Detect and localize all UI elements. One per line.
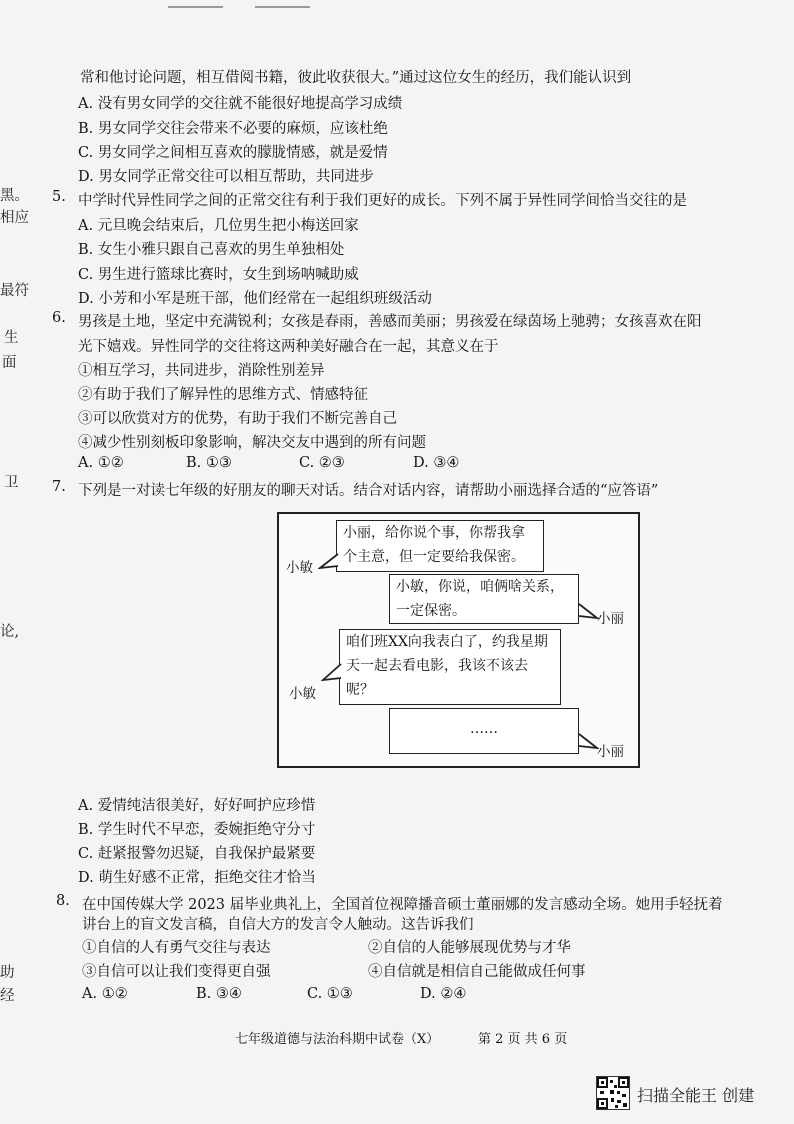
margin-text: 相应 [0, 210, 29, 226]
margin-text: 卫 [4, 475, 19, 491]
q8-stem-line2: 讲台上的盲文发言稿，自信大方的发言令人触动。这告诉我们 [82, 917, 474, 933]
margin-text: 助 [0, 965, 15, 981]
bubble-tail [577, 732, 599, 752]
chat-bubble-2: 小敏，你说，咱俩啥关系，一定保密。 [389, 574, 579, 624]
q8-choice-b: B. ③④ [196, 986, 242, 1002]
margin-text: 论, [0, 624, 20, 640]
q6-item-3: ③可以欣赏对方的优势，有助于我们不断完善自己 [78, 411, 397, 427]
chat-bubble-1: 小丽，给你说个事，你帮我拿个主意，但一定要给我保密。 [336, 520, 544, 572]
speaker-label: 小敏 [286, 560, 313, 576]
q4-option-d: D. 男女同学正常交往可以相互帮助，共同进步 [78, 169, 374, 185]
scan-mark [168, 6, 223, 8]
q8-item-1: ①自信的人有勇气交往与表达 [82, 940, 271, 956]
q4-option-b: B. 男女同学交往会带来不必要的麻烦，应该杜绝 [78, 121, 388, 137]
q8-number: 8. [56, 893, 70, 909]
q6-choice-a: A. ①② [78, 455, 124, 471]
q6-item-1: ①相互学习，共同进步，消除性别差异 [78, 363, 325, 379]
margin-text: 经 [0, 988, 15, 1004]
qr-code-icon [596, 1076, 630, 1110]
q8-stem-line1: 在中国传媒大学 2023 届毕业典礼上，全国首位视障播音硕士董丽娜的发言感动全场。她用手轻抚着 [82, 897, 723, 913]
q6-choice-b: B. ①③ [186, 455, 232, 471]
q4-option-a: A. 没有男女同学的交往就不能很好地提高学习成绩 [78, 96, 403, 112]
scanner-watermark: 扫描全能王 创建 [637, 1086, 755, 1105]
q6-item-2: ②有助于我们了解异性的思维方式、情感特征 [78, 387, 368, 403]
q6-item-4: ④减少性别刻板印象影响，解决交友中遇到的所有问题 [78, 435, 426, 451]
margin-text: 面 [2, 355, 17, 371]
q6-choice-d: D. ③④ [413, 455, 460, 471]
q6-choice-c: C. ②③ [299, 455, 345, 471]
q6-stem-line2: 光下嬉戏。异性同学的交往将这两种美好融合在一起，其意义在于 [78, 339, 499, 355]
q7-option-c: C. 赶紧报警勿迟疑，自我保护最紧要 [78, 846, 316, 862]
q5-option-c: C. 男生进行篮球比赛时，女生到场呐喊助威 [78, 267, 359, 283]
q4-stem-tail: 常和他讨论问题，相互借阅书籍，彼此收获很大。”通过这位女生的经历，我们能认识到 [80, 70, 632, 86]
bubble-tail [318, 552, 340, 572]
bubble-tail [321, 662, 343, 684]
speaker-label: 小丽 [597, 744, 624, 760]
footer-exam-title: 七年级道德与法治科期中试卷（X） [235, 1032, 440, 1047]
q8-choice-d: D. ②④ [420, 986, 467, 1002]
q8-item-2: ②自信的人能够展现优势与才华 [368, 940, 571, 956]
q6-stem-line1: 男孩是土地，坚定中充满锐利；女孩是春雨，善感而美丽；男孩爱在绿茵场上驰骋；女孩喜欢在阳 [78, 314, 702, 330]
q5-option-a: A. 元旦晚会结束后，几位男生把小梅送回家 [78, 218, 359, 234]
q8-item-3: ③自信可以让我们变得更自强 [82, 964, 271, 980]
chat-bubble-4: …… [389, 708, 579, 754]
bubble-tail [577, 602, 599, 622]
speaker-label: 小敏 [289, 686, 316, 702]
q8-choice-c: C. ①③ [307, 986, 353, 1002]
chat-bubble-3: 咱们班XX向我表白了，约我星期天一起去看电影，我该不该去呢？ [339, 629, 561, 705]
margin-text: 最符 [0, 283, 29, 299]
q5-option-b: B. 女生小雅只跟自己喜欢的男生单独相处 [78, 242, 345, 258]
q5-option-d: D. 小芳和小军是班干部，他们经常在一起组织班级活动 [78, 291, 432, 307]
q7-option-b: B. 学生时代不早恋，委婉拒绝守分寸 [78, 822, 316, 838]
footer-page-number: 第 2 页 共 6 页 [478, 1032, 568, 1047]
q7-option-d: D. 萌生好感不正常，拒绝交往才恰当 [78, 870, 316, 886]
q5-stem: 中学时代异性同学之间的正常交往有利于我们更好的成长。下列不属于异性同学间恰当交往的是 [78, 193, 687, 209]
q8-choice-a: A. ①② [82, 986, 128, 1002]
speaker-label: 小丽 [597, 611, 624, 627]
scan-mark [255, 6, 310, 8]
margin-text: 生 [4, 330, 19, 346]
q8-item-4: ④自信就是相信自己能做成任何事 [368, 964, 586, 980]
chat-dialog-figure [277, 512, 640, 768]
q4-option-c: C. 男女同学之间相互喜欢的朦胧情感，就是爱情 [78, 145, 388, 161]
q6-number: 6. [52, 310, 66, 326]
q5-number: 5. [52, 189, 66, 205]
q7-number: 7. [52, 479, 66, 495]
q7-option-a: A. 爱情纯洁很美好，好好呵护应珍惜 [78, 798, 316, 814]
margin-text: 黑。 [0, 188, 29, 204]
q7-stem: 下列是一对读七年级的好朋友的聊天对话。结合对话内容，请帮助小丽选择合适的“应答语” [78, 483, 659, 499]
